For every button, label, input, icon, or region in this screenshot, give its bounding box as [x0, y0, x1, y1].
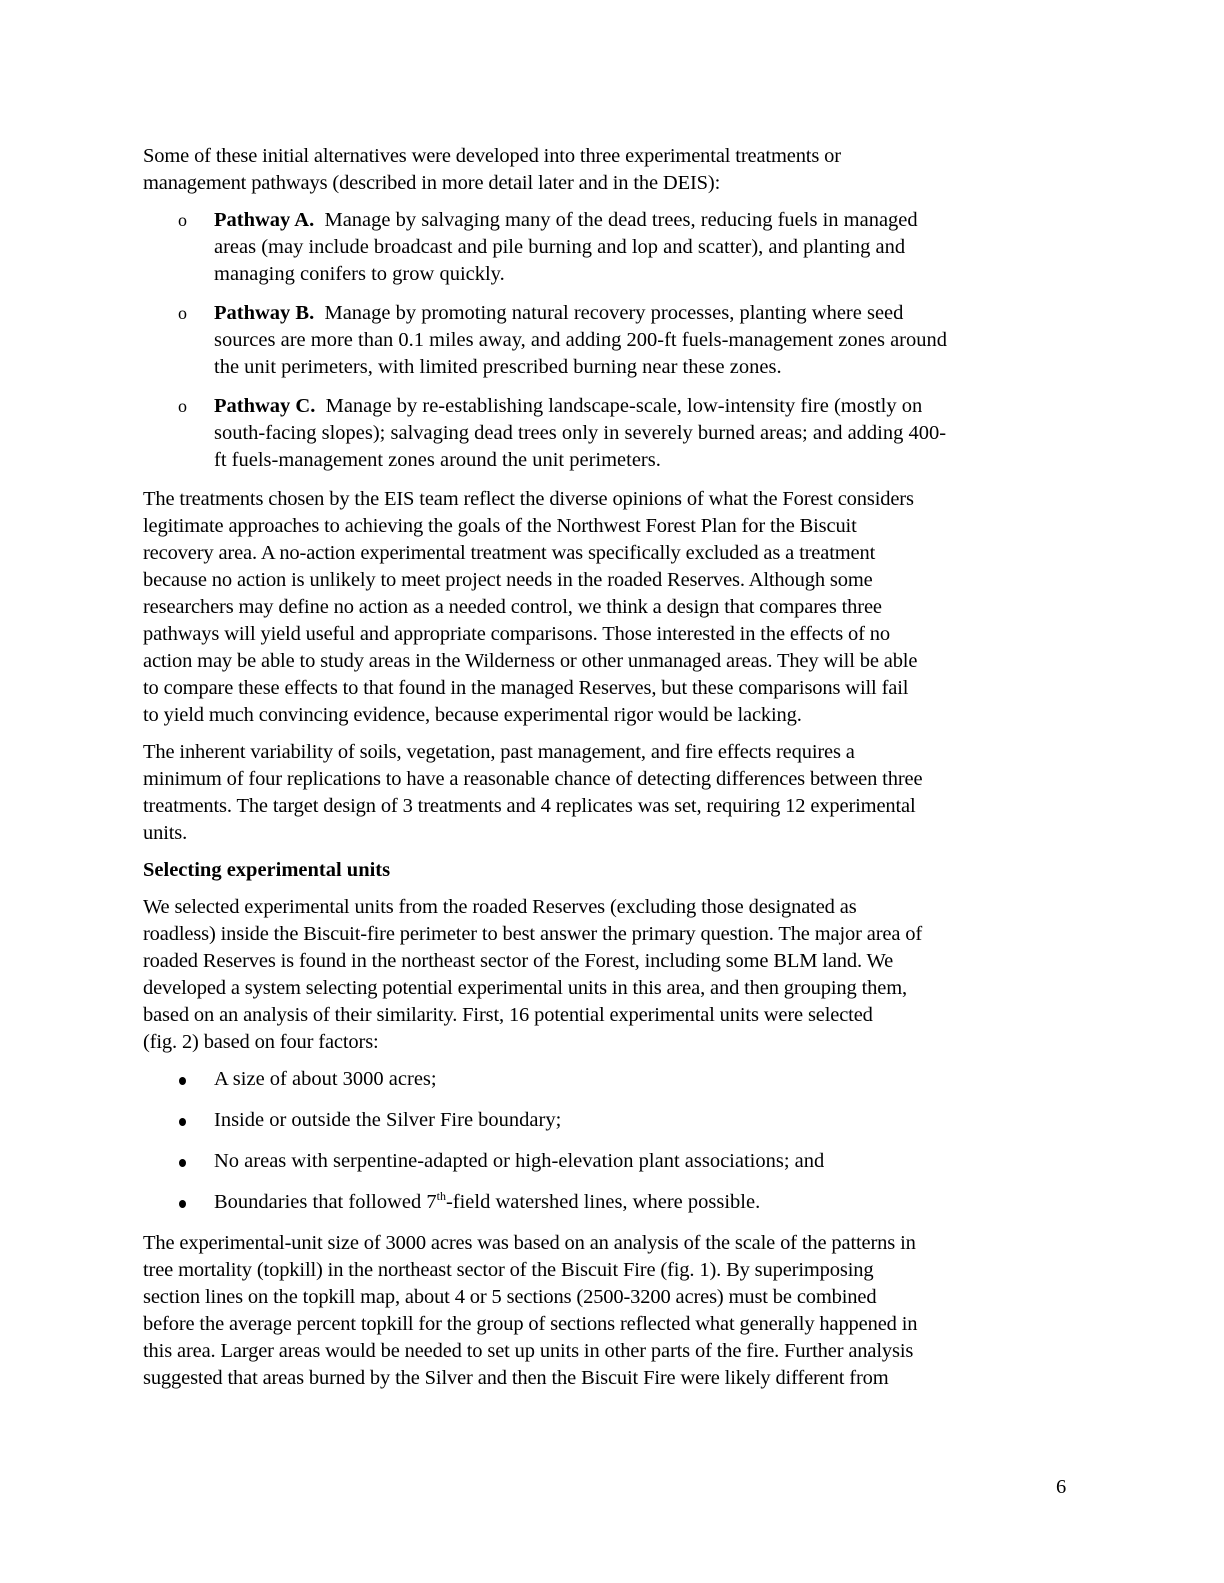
filled-bullet-icon [179, 1200, 186, 1208]
factor-text: A size of about 3000 acres; [214, 1068, 437, 1090]
text-line: this area. Larger areas would be needed to set up units in other parts of the fire. Further analysis [143, 1340, 914, 1362]
text-line: based on an analysis of their similarity. First, 16 potential experimental units were selected [143, 1004, 873, 1026]
pathway-a-item [143, 207, 1078, 288]
text-line: units. [143, 822, 188, 844]
text-line: The experimental-unit size of 3000 acres was based on an analysis of the scale of the patterns in [143, 1232, 916, 1254]
selection-paragraph [143, 894, 1078, 1056]
text-line: The treatments chosen by the EIS team reflect the diverse opinions of what the Forest considers [143, 488, 914, 510]
pathway-label: Pathway A. [214, 209, 315, 231]
factor-text: -field watershed lines, where possible. [445, 1191, 761, 1213]
document-page [143, 143, 1078, 1402]
text-line: pathways will yield useful and appropriate comparisons. Those interested in the effects of no [143, 623, 891, 645]
text-line: researchers may define no action as a needed control, we think a design that compares three [143, 596, 882, 618]
text-line: recovery area. A no-action experimental treatment was specifically excluded as a treatment [143, 542, 876, 564]
unit-size-paragraph [143, 1230, 1078, 1392]
page-number: 6 [1056, 1476, 1067, 1498]
factor-text: No areas with serpentine-adapted or high-elevation plant associations; and [214, 1150, 825, 1172]
text-line: minimum of four replications to have a reasonable chance of detecting differences between three [143, 768, 923, 790]
text-line: treatments. The target design of 3 treatments and 4 replicates was set, requiring 12 experimental [143, 795, 916, 817]
factor-item [143, 1189, 1078, 1216]
text-line: Manage by promoting natural recovery processes, planting where seed [324, 302, 904, 324]
pathway-label: Pathway C. [214, 395, 316, 417]
pathways-list [143, 207, 1078, 474]
text-line: legitimate approaches to achieving the goals of the Northwest Forest Plan for the Biscuit [143, 515, 857, 537]
text-line: The inherent variability of soils, vegetation, past management, and fire effects requires a [143, 741, 855, 763]
section-heading: Selecting experimental units [143, 859, 391, 881]
text-line: action may be able to study areas in the Wilderness or other unmanaged areas. They will be able [143, 650, 918, 672]
filled-bullet-icon [179, 1077, 186, 1085]
text-line: roaded Reserves is found in the northeast sector of the Forest, including some BLM land. We [143, 950, 894, 972]
text-line: management pathways (described in more detail later and in the DEIS): [143, 172, 721, 194]
filled-bullet-icon [179, 1159, 186, 1167]
text-line: developed a system selecting potential experimental units in this area, and then grouping them, [143, 977, 907, 999]
text-line: tree mortality (topkill) in the northeast sector of the Biscuit Fire (fig. 1). By superimposing [143, 1259, 874, 1281]
text-line: Manage by salvaging many of the dead trees, reducing fuels in managed [324, 209, 918, 231]
text-line: ft fuels-management zones around the unit perimeters. [214, 449, 661, 471]
factor-text: Boundaries that followed 7 [214, 1191, 437, 1213]
factor-text: Inside or outside the Silver Fire boundary; [214, 1109, 562, 1131]
text-line: roadless) inside the Biscuit-fire perimeter to best answer the primary question. The major area of [143, 923, 923, 945]
text-line: section lines on the topkill map, about 4 or 5 sections (2500-3200 acres) must be combined [143, 1286, 877, 1308]
superscript: th [436, 1189, 446, 1204]
text-line: We selected experimental units from the roaded Reserves (excluding those designated as [143, 896, 857, 918]
factor-item [143, 1066, 1078, 1093]
factor-item [143, 1148, 1078, 1175]
text-line: managing conifers to grow quickly. [214, 263, 505, 285]
text-line: because no action is unlikely to meet project needs in the roaded Reserves. Although some [143, 569, 873, 591]
text-line: sources are more than 0.1 miles away, and adding 200-ft fuels-management zones around [214, 329, 948, 351]
text-line: south-facing slopes); salvaging dead trees only in severely burned areas; and adding 400- [214, 422, 947, 444]
text-line: (fig. 2) based on four factors: [143, 1031, 379, 1053]
intro-paragraph [143, 143, 1078, 197]
text-line: the unit perimeters, with limited prescribed burning near these zones. [214, 356, 782, 378]
treatments-paragraph [143, 486, 1078, 729]
pathway-c-item [143, 393, 1078, 474]
text-line: Manage by re-establishing landscape-scale, low-intensity fire (mostly on [325, 395, 923, 417]
hollow-circle-bullet-icon: o [178, 303, 187, 323]
text-line: areas (may include broadcast and pile burning and lop and scatter), and planting and [214, 236, 906, 258]
hollow-circle-bullet-icon: o [178, 210, 187, 230]
text-line: before the average percent topkill for the group of sections reflected what generally happened in [143, 1313, 918, 1335]
text-line: suggested that areas burned by the Silver and then the Biscuit Fire were likely different from [143, 1367, 889, 1389]
variability-paragraph [143, 739, 1078, 847]
text-line: to yield much convincing evidence, because experimental rigor would be lacking. [143, 704, 802, 726]
hollow-circle-bullet-icon: o [178, 396, 187, 416]
pathway-b-item [143, 300, 1078, 381]
pathway-label: Pathway B. [214, 302, 315, 324]
filled-bullet-icon [179, 1118, 186, 1126]
text-line: Some of these initial alternatives were developed into three experimental treatments or [143, 145, 841, 167]
factor-item [143, 1107, 1078, 1134]
factors-list [143, 1066, 1078, 1216]
text-line: to compare these effects to that found in the managed Reserves, but these comparisons will fail [143, 677, 909, 699]
